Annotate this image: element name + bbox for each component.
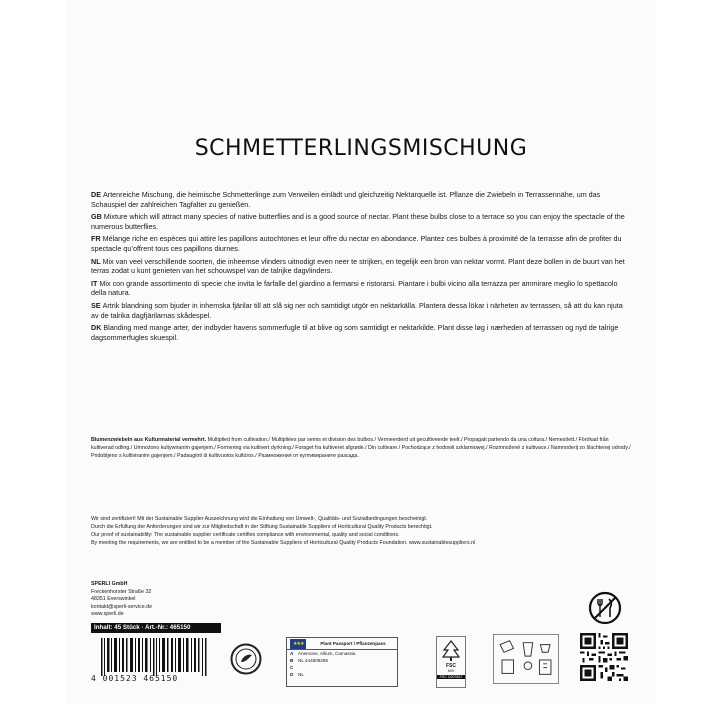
description-de (91, 190, 631, 209)
origin-lead: Blumenzwiebeln aus Kulturmaterial vermehrt. (91, 437, 207, 443)
origin-note (91, 436, 631, 460)
description-fr (91, 234, 631, 253)
lang-code: FR (91, 234, 101, 244)
cert-line: Wir sind zertifiziert! Mit der Sustainable Supplier Auszeichnung wird die Einhaltung von Umwelt-, Qualitäts- und Sozialbedingungen bescheinigt. (91, 516, 428, 522)
round-certification-icon (230, 643, 262, 675)
barcode (91, 638, 209, 684)
not-edible-icon (588, 591, 622, 625)
lang-code: DE (91, 190, 101, 199)
cert-line: By meeting the requirements, we are entitled to be a member of the Sustainable Suppliers of Horticultural Quality Products Foundation. www.sustainablesuppliers.nl (91, 540, 476, 546)
passport-row (287, 664, 397, 671)
fsc-mix: MIX (447, 669, 455, 673)
lang-text: Artenreiche Mischung, die heimische Schmetterlinge zum Verweilen einlädt und gleichzeitig Nektarquelle ist. Pflanze die Zwiebeln in Terrassennähe, um das Schauspiel der zahlreichen Tagfalter zu genießen. (91, 190, 601, 209)
passport-key: C (290, 665, 294, 670)
barcode-icon (101, 638, 209, 676)
description-dk (91, 323, 631, 342)
fsc-tree-icon (441, 640, 461, 662)
passport-value: Anemone, Allium, Camassia (298, 651, 356, 656)
origin-text: Multiplied from cultivation./ Multipliées par semis et division des bulbos./ Vermeerderd uit gecultiveerde teelt./ Propagati partendo da una coltura./ Nemesített./ Förökad från kultiverad odling./ Umnożono kultywiranim gajenjem./ Formering via kultivert dyrkning./ Foraget fra kultiveret afgrøde./ Din cultivare./ Pochodzące z hodowli szklarniowej./ Rozmnožené z kultivace./ Namnoderij zo šlachtenej odrody./ Pridobljeno s kultiviranim gajenjem./ Padauginti iš kultivuotos kultūros./ Размножения от култивираните разсада. (91, 437, 631, 459)
cert-line: Our proof of sustainability: The sustainable supplier certificate certifies compliance with environmental, quality and social conditions. (91, 532, 400, 538)
passport-key: D (290, 672, 294, 677)
description-se (91, 301, 631, 320)
company-name: SPERLI GmbH (91, 581, 128, 587)
passport-key: A (290, 651, 294, 656)
passport-row (287, 657, 397, 664)
lang-text: Mixture which will attract many species of native butterflies and is a good source of nectar. Plant these bulbs close to a terrace so you can enjoy the spectacle of the numerous butterflies. (91, 212, 625, 231)
description-block (91, 190, 631, 345)
recycling-icon (493, 634, 559, 684)
article-number-bar: Inhalt: 45 Stück · Art.-Nr.: 465150 (91, 623, 221, 633)
certification-note (91, 515, 631, 547)
fsc-icon (436, 636, 466, 688)
address-city: 48351 Everswinkel (91, 596, 136, 603)
qr-code-icon (580, 633, 628, 681)
passport-row (287, 671, 397, 678)
company-address (91, 581, 152, 619)
passport-row (287, 650, 397, 657)
fsc-code: FSC C007807 (437, 675, 465, 679)
lang-code: DK (91, 323, 102, 333)
lang-code: NL (91, 256, 101, 266)
passport-key: B (290, 658, 294, 663)
eu-flag-stars: ★★★ (293, 641, 304, 647)
lang-text: Mix van veel verschillende soorten, die inheemse vlinders uitnodigt even neer te strijken, en tegelijk een bron van nektar vormt. Plant deze bollen in de buurt van het terras zodat u kunt genieten van het schouwspel van de talrijke dagvlinders. (91, 256, 625, 276)
lang-text: Mix con grande assortimento di specie che invita le farfalle del giardino a fermarsi e ristorarsi. Piantare i bulbi vicino alla terrazza per ammirare meglio lo spettacolo della natura. (91, 278, 618, 298)
description-gb (91, 212, 631, 231)
lang-text: Blanding med mange arter, der indbyder havens sommerfugle til at blive og som samtidigt er nektarkilde. Plant disse løg i nærheden af terrassen og nyd de talrige dagsommerfugles skuespil. (91, 323, 619, 342)
passport-title: Plant Passport / Pflanzenpass (320, 641, 386, 646)
description-nl (91, 257, 631, 276)
label-sheet (66, 0, 656, 704)
plant-passport (286, 637, 398, 687)
address-street: Freckenhorster Straße 32 (91, 588, 152, 595)
address-email: kontakt@sperli-service.de (91, 603, 153, 610)
passport-value: NL 444808288 (298, 658, 328, 663)
eu-flag-icon (290, 639, 306, 649)
address-web: www.sperli.de (91, 611, 124, 618)
lang-code: IT (91, 278, 98, 288)
lang-text: Artrik blandning som bjuder in inhemska fjärilar till att slå sig ner och samtidigt utgör en nektarkälla. Plantera dessa lökar i närheten av terrassen, så att du kan njuta av de talrika dagfjärilarnas skådespel. (91, 300, 623, 320)
lang-text: Mélange riche en espèces qui attire les papillons autochtones et leur offre du nectar en abondance. Plantez ces bulbes à proximité de la terrasse afin de profiter du spectacle qu’offrent tous ces papillons diurnes. (91, 234, 622, 253)
lang-code: GB (91, 212, 102, 222)
fsc-label: FSC (446, 663, 456, 669)
barcode-digits: 4 001523 465150 (91, 674, 179, 683)
passport-header (287, 638, 397, 650)
passport-value: NL (298, 672, 304, 677)
lang-code: SE (91, 300, 101, 310)
description-it (91, 279, 631, 298)
cert-line: Durch die Erfüllung der Anforderungen sind wir zur Mitgliedschaft in der Stiftung Sustainable Suppliers of Horticultural Quality Products berechtigt. (91, 524, 433, 530)
product-title: SCHMETTERLINGSMISCHUNG (194, 136, 528, 161)
